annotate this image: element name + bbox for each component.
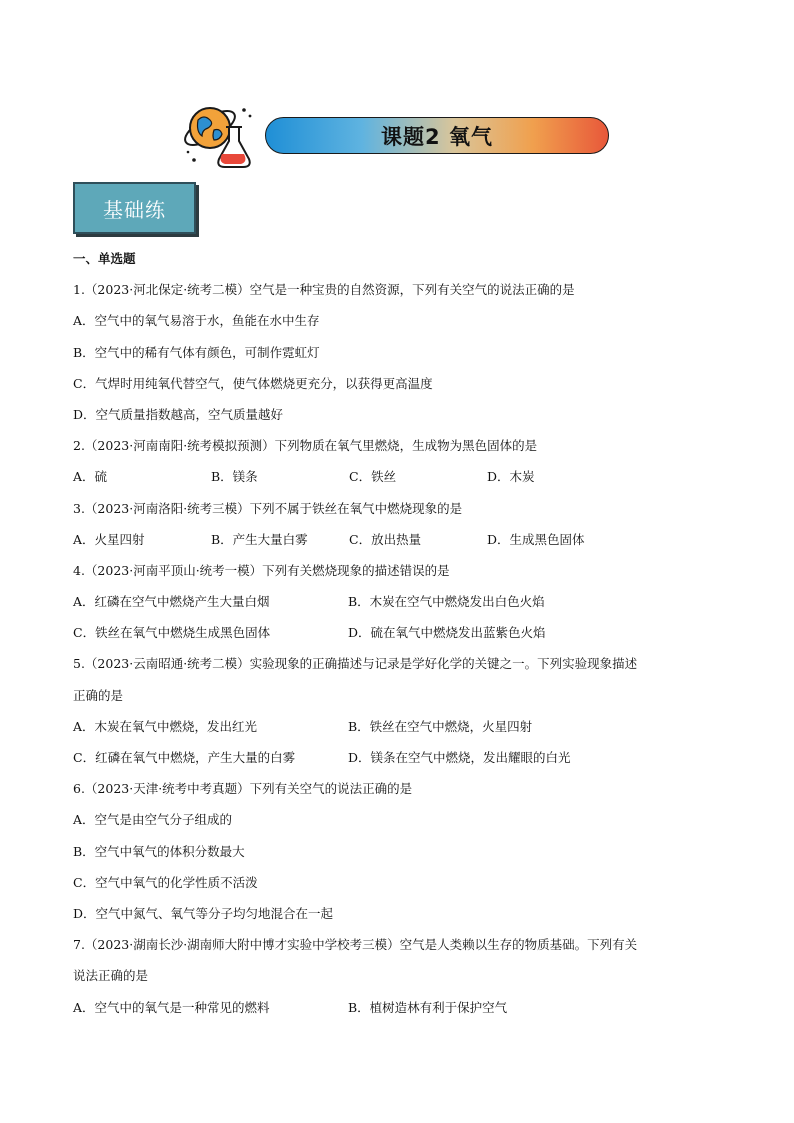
question-7-stem: 7.（2023·湖南长沙·湖南师大附中博才实验中学校考三模）空气是人类赖以生存的物质基础。下列有关 xyxy=(73,937,638,953)
question-6-option-a: A．空气是由空气分子组成的 xyxy=(73,812,233,828)
part-heading: 一、单选题 xyxy=(73,251,136,266)
question-1-option-d: D．空气质量指数越高，空气质量越好 xyxy=(73,406,284,422)
question-6-option-c: C．空气中氧气的化学性质不活泼 xyxy=(73,874,258,890)
question-5-options-ab xyxy=(73,711,723,742)
question-2-option-d: D．木炭 xyxy=(487,469,535,485)
question-5-stem-cont: 正确的是 xyxy=(73,687,124,703)
question-2-options xyxy=(73,461,723,492)
question-7-options-ab xyxy=(73,992,723,1023)
question-1-stem: 1.（2023·河北保定·统考二模）空气是一种宝贵的自然资源，下列有关空气的说法正确的是 xyxy=(73,282,575,298)
question-2-option-b: B．镁条 xyxy=(211,469,258,485)
question-5-option-d: D．镁条在空气中燃烧，发出耀眼的白光 xyxy=(348,750,571,765)
question-5-option-a: A．木炭在氧气中燃烧，发出红光 xyxy=(73,718,258,734)
question-2-option-c: C．铁丝 xyxy=(349,469,397,485)
question-6-stem: 6.（2023·天津·统考中考真题）下列有关空气的说法正确的是 xyxy=(73,781,413,797)
chemistry-globe-flask-icon xyxy=(180,100,258,178)
question-5-stem: 5.（2023·云南昭通·统考二模）实验现象的正确描述与记录是学好化学的关键之一。下列实验现象描述 xyxy=(73,656,638,672)
question-4-options-cd xyxy=(73,617,723,648)
question-7-stem-cont: 说法正确的是 xyxy=(73,968,149,984)
question-5-option-b: B．铁丝在空气中燃烧，火星四射 xyxy=(348,718,533,734)
question-4-stem: 4.（2023·河南平顶山·统考一模）下列有关燃烧现象的描述错误的是 xyxy=(73,562,450,578)
question-4-option-c: C．铁丝在氧气中燃烧生成黑色固体 xyxy=(73,625,271,641)
question-3-option-a: A．火星四射 xyxy=(73,531,145,547)
question-6-option-b: B．空气中氧气的体积分数最大 xyxy=(73,843,245,859)
title-banner xyxy=(265,117,609,154)
section-label: 基础练 xyxy=(103,197,166,222)
question-5-options-cd xyxy=(73,742,723,773)
question-3-options xyxy=(73,524,723,555)
question-1-option-c: C．气焊时用纯氧代替空气，使气体燃烧更充分，以获得更高温度 xyxy=(73,375,433,391)
question-1-option-b: B．空气中的稀有气体有颜色，可制作霓虹灯 xyxy=(73,344,320,360)
page-title: 课题2 氧气 xyxy=(381,124,493,149)
question-4-option-a: A．红磷在空气中燃烧产生大量白烟 xyxy=(73,594,270,610)
question-4-option-d: D．硫在氧气中燃烧发出蓝紫色火焰 xyxy=(348,625,546,641)
question-1-option-a: A．空气中的氧气易溶于水，鱼能在水中生存 xyxy=(73,313,320,329)
question-4-option-b: B．木炭在空气中燃烧发出白色火焰 xyxy=(348,594,545,610)
question-3-option-d: D．生成黑色固体 xyxy=(487,531,585,547)
question-3-option-c: C．放出热量 xyxy=(349,531,422,547)
question-5-option-c: C．红磷在氧气中燃烧，产生大量的白雾 xyxy=(73,750,296,765)
question-3-stem: 3.（2023·河南洛阳·统考三模）下列不属于铁丝在氧气中燃烧现象的是 xyxy=(73,500,463,516)
question-3-option-b: B．产生大量白雾 xyxy=(211,531,308,547)
question-2-stem: 2.（2023·河南南阳·统考模拟预测）下列物质在氧气里燃烧，生成物为黑色固体的是 xyxy=(73,438,538,454)
question-list xyxy=(73,243,723,1023)
question-7-option-b: B．植树造林有利于保护空气 xyxy=(348,999,508,1015)
question-7-option-a: A．空气中的氧气是一种常见的燃料 xyxy=(73,999,270,1015)
question-6-option-d: D．空气中氮气、氧气等分子均匀地混合在一起 xyxy=(73,905,334,921)
section-badge xyxy=(73,182,196,234)
question-2-option-a: A．硫 xyxy=(73,469,108,485)
question-4-options-ab xyxy=(73,586,723,617)
